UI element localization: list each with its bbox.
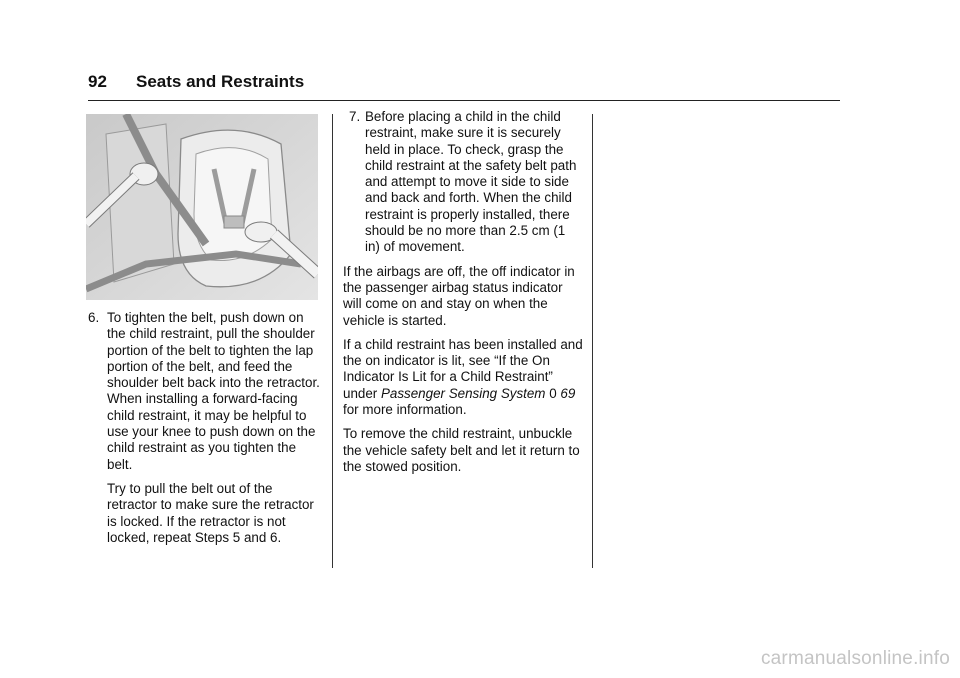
remove-paragraph: To remove the child restraint, unbuckle the vehicle safety belt and let it return to the stowed position. — [343, 426, 580, 474]
airbag-paragraph: If the airbags are off, the off indicator in the passenger airbag status indicator will come on and stay on when the vehicle is started. — [343, 263, 575, 328]
page-reference-icon: 0 — [549, 385, 557, 401]
right-column-text — [343, 109, 583, 483]
page-number: 92 — [88, 72, 107, 91]
cross-reference-page[interactable]: 69 — [560, 385, 576, 401]
indicator-text-end: for more information. — [343, 402, 467, 418]
column-divider — [592, 114, 593, 568]
step-6 — [88, 310, 324, 473]
child-seat-installation-illustration — [86, 114, 318, 300]
column-divider — [332, 114, 333, 568]
section-title: Seats and Restraints — [136, 72, 305, 91]
indicator-text: If a child restraint has been installed and the on indicator is lit, see “If the On Indicator Is Lit for a Child Restraint” under — [343, 336, 583, 401]
step-text: To tighten the belt, push down on the child restraint, pull the shoulder portion of the belt to tighten the lap portion of the belt, and feed the shoulder belt back into the retractor. When installing a forward-facing child restraint, it may be helpful to use your knee to push down on the child restraint as you tighten the belt. — [107, 310, 320, 472]
step-6-followup: Try to pull the belt out of the retractor to make sure the retractor is locked. If the retractor is not locked, repeat Steps 5 and 6. — [107, 480, 314, 545]
indicator-paragraph — [343, 337, 583, 418]
step-number: 7. — [349, 109, 361, 124]
cross-reference-title[interactable]: Passenger Sensing System — [380, 385, 546, 401]
step-number: 6. — [88, 310, 100, 325]
step-7 — [343, 109, 583, 256]
left-column-text — [88, 310, 324, 554]
page-header — [88, 72, 840, 101]
step-text: Before placing a child in the child restraint, make sure it is securely held in place. To check, grasp the child restraint at the safety belt path and attempt to move it side to side and back and forth. When the child restraint is properly installed, there should be no more than 2.5 cm (1 in) of movement. — [365, 109, 577, 255]
watermark: carmanualsonline.info — [760, 648, 950, 669]
